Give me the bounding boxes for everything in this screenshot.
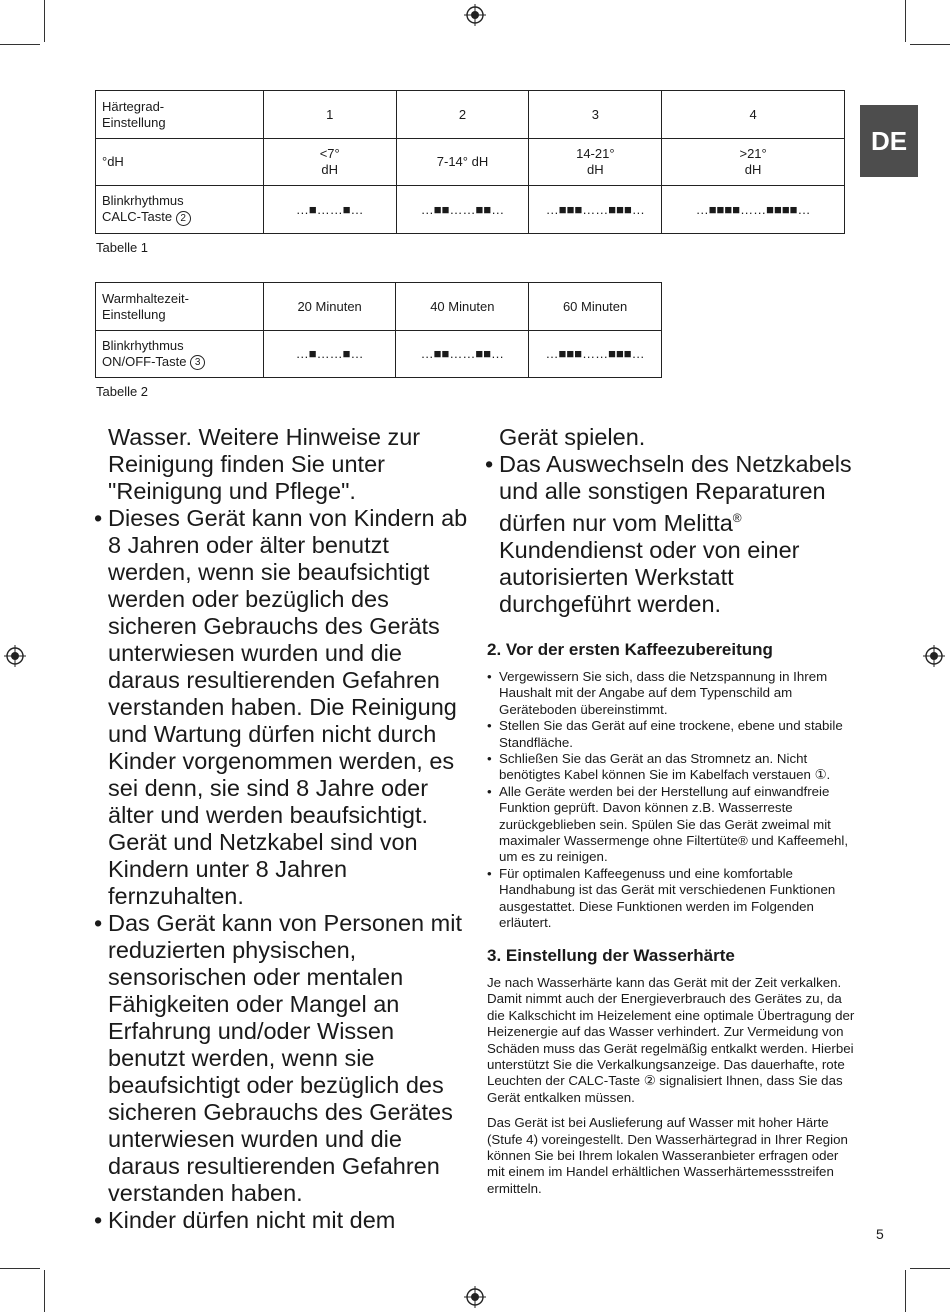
registration-mark-icon: [464, 4, 486, 26]
table-cell: <7° dH: [263, 139, 396, 186]
language-tab: DE: [860, 105, 918, 177]
table-caption: Tabelle 2: [96, 384, 149, 399]
table-row: [96, 331, 662, 378]
table-row: [96, 139, 845, 186]
table-row-label: °dH: [96, 139, 264, 186]
registration-mark-icon: [923, 645, 945, 667]
crop-mark: [905, 1270, 906, 1312]
table-row-label: [96, 331, 264, 378]
table-cell: 60 Minuten: [529, 283, 662, 331]
table-cell: 14-21° dH: [529, 139, 662, 186]
blink-pattern: …■……■…: [263, 186, 396, 234]
list-item: • Für optimalen Kaffeegenuss und eine komfortable Handhabung ist das Gerät mit verschiedenen Funktionen ausgestattet. Diese Funktionen werden im Folgenden erläutert.: [487, 866, 857, 932]
blink-pattern: …■■■……■■■…: [529, 331, 662, 378]
table-row-label: Warmhaltezeit- Einstellung: [96, 283, 264, 331]
table-cell: 40 Minuten: [396, 283, 529, 331]
instruction-list: [487, 669, 857, 932]
list-item: • Vergewissern Sie sich, dass die Netzspannung in Ihrem Haushalt mit der Angabe auf dem Typenschild am Geräteboden übereinstimmt.: [487, 669, 857, 718]
bullet-text: Kundendienst oder von einer autorisierten Werkstatt durchgeführt werden.: [499, 536, 800, 617]
bullet-text: Das Auswechseln des Netzkabels und alle sonstigen Reparaturen dürfen nur vom Melitta: [499, 451, 852, 536]
table-cell: 2: [396, 91, 529, 139]
water-hardness-table: [95, 90, 845, 234]
crop-mark: [905, 0, 906, 42]
calc-button-marker-icon: 2: [176, 211, 191, 226]
safety-bullet: [487, 451, 855, 618]
keep-warm-table: [95, 282, 662, 378]
table-row-label: Härtegrad- Einstellung: [96, 91, 264, 139]
paragraph: Das Gerät ist bei Auslieferung auf Wasser mit hoher Härte (Stufe 4) voreingestellt. Den Wasserhärtegrad in Ihrer Region können Sie bei Ihrem lokalen Wasseranbieter erfragen oder mit einem im Handel erhältlichen Wasserhärtemessstreifen ermitteln.: [487, 1115, 848, 1196]
page-number: 5: [876, 1226, 884, 1242]
section-water-hardness: [487, 946, 857, 1206]
on-off-button-marker-icon: 3: [190, 355, 205, 370]
table-row: [96, 91, 845, 139]
list-item: • Alle Geräte werden bei der Herstellung auf einwandfreie Funktion geprüft. Davon können z.B. Wasserreste zurückgeblieben sein. Spülen Sie das Gerät zweimal mit maximaler Wassermenge ohne Filtertüte® und Kaffeemehl, um es zu reinigen.: [487, 784, 857, 866]
row-label-text: Blinkrhythmus ON/OFF-Taste: [102, 337, 187, 369]
section-heading: 2. Vor der ersten Kaffeezubereitung: [487, 640, 773, 659]
table-caption: Tabelle 1: [96, 240, 149, 255]
registration-mark-icon: [464, 1286, 486, 1308]
registered-mark: ®: [732, 511, 742, 525]
continued-paragraph: Wasser. Weitere Hinweise zur Reinigung finden Sie unter "Reinigung und Pflege".: [108, 424, 421, 504]
table-row: [96, 186, 845, 234]
blink-pattern: …■■■■……■■■■…: [662, 186, 845, 234]
crop-mark: [44, 1270, 45, 1312]
safety-notes-left: [96, 424, 470, 1234]
table-cell: 1: [263, 91, 396, 139]
continued-paragraph: Gerät spielen.: [499, 424, 646, 450]
blink-pattern: …■■……■■…: [396, 331, 529, 378]
safety-bullet: • Das Gerät kann von Personen mit reduzierten physischen, sensorischen oder mentalen Fähigkeiten oder Mangel an Erfahrung und/oder Wissen benutzt werden, wenn sie beaufsichtigt oder bezüglich des sicheren Gebrauchs des Gerätes unterwiesen wurden und die daraus resultierenden Gefahren verstanden haben.: [96, 910, 470, 1207]
table-cell: 7-14° dH: [396, 139, 529, 186]
crop-mark: [910, 44, 950, 45]
paragraph: Je nach Wasserhärte kann das Gerät mit der Zeit verkalken. Damit nimmt auch der Energieverbrauch des Gerätes zu, da die Kalkschicht im Heizelement eine optimale Übertragung der Heizenergie auf das Wasser verhindert. Zur Vermeidung von Schäden muss das Gerät regelmäßig entkalkt werden. Hierbei unterstützt Sie die Verkalkungsanzeige. Das dauerhafte, rote Leuchten der CALC-Taste ② signalisiert Ihnen, dass Sie das Gerät entkalken müssen.: [487, 975, 855, 1105]
table-cell: >21° dH: [662, 139, 845, 186]
section-heading: 3. Einstellung der Wasserhärte: [487, 946, 735, 965]
table-cell: 20 Minuten: [263, 283, 396, 331]
safety-bullet: • Dieses Gerät kann von Kindern ab 8 Jahren oder älter benutzt werden, wenn sie beaufsichtigt werden oder bezüglich des sicheren Gebrauchs des Geräts unterwiesen wurden und die daraus resultierenden Gefahren verstanden haben. Die Reinigung und Wartung dürfen nicht durch Kinder vorgenommen werden, es sei denn, sie sind 8 Jahre oder älter und werden beaufsichtigt. Gerät und Netzkabel sind von Kindern unter 8 Jahren fernzuhalten.: [96, 505, 470, 910]
table-row: [96, 283, 662, 331]
list-item: • Stellen Sie das Gerät auf eine trockene, ebene und stabile Standfläche.: [487, 718, 857, 751]
safety-bullet: • Kinder dürfen nicht mit dem: [96, 1207, 470, 1234]
blink-pattern: …■■……■■…: [396, 186, 529, 234]
registration-mark-icon: [4, 645, 26, 667]
table-cell: 3: [529, 91, 662, 139]
crop-mark: [44, 0, 45, 42]
list-item: • Schließen Sie das Gerät an das Stromnetz an. Nicht benötigtes Kabel können Sie im Kabelfach verstauen ①.: [487, 751, 857, 784]
table-row-label: [96, 186, 264, 234]
blink-pattern: …■……■…: [263, 331, 396, 378]
table-cell: 4: [662, 91, 845, 139]
safety-notes-right: [487, 424, 855, 618]
crop-mark: [0, 1268, 40, 1269]
section-first-use: [487, 640, 857, 932]
row-label-text: Blinkrhythmus CALC-Taste: [102, 193, 184, 225]
crop-mark: [910, 1268, 950, 1269]
blink-pattern: …■■■……■■■…: [529, 186, 662, 234]
crop-mark: [0, 44, 40, 45]
